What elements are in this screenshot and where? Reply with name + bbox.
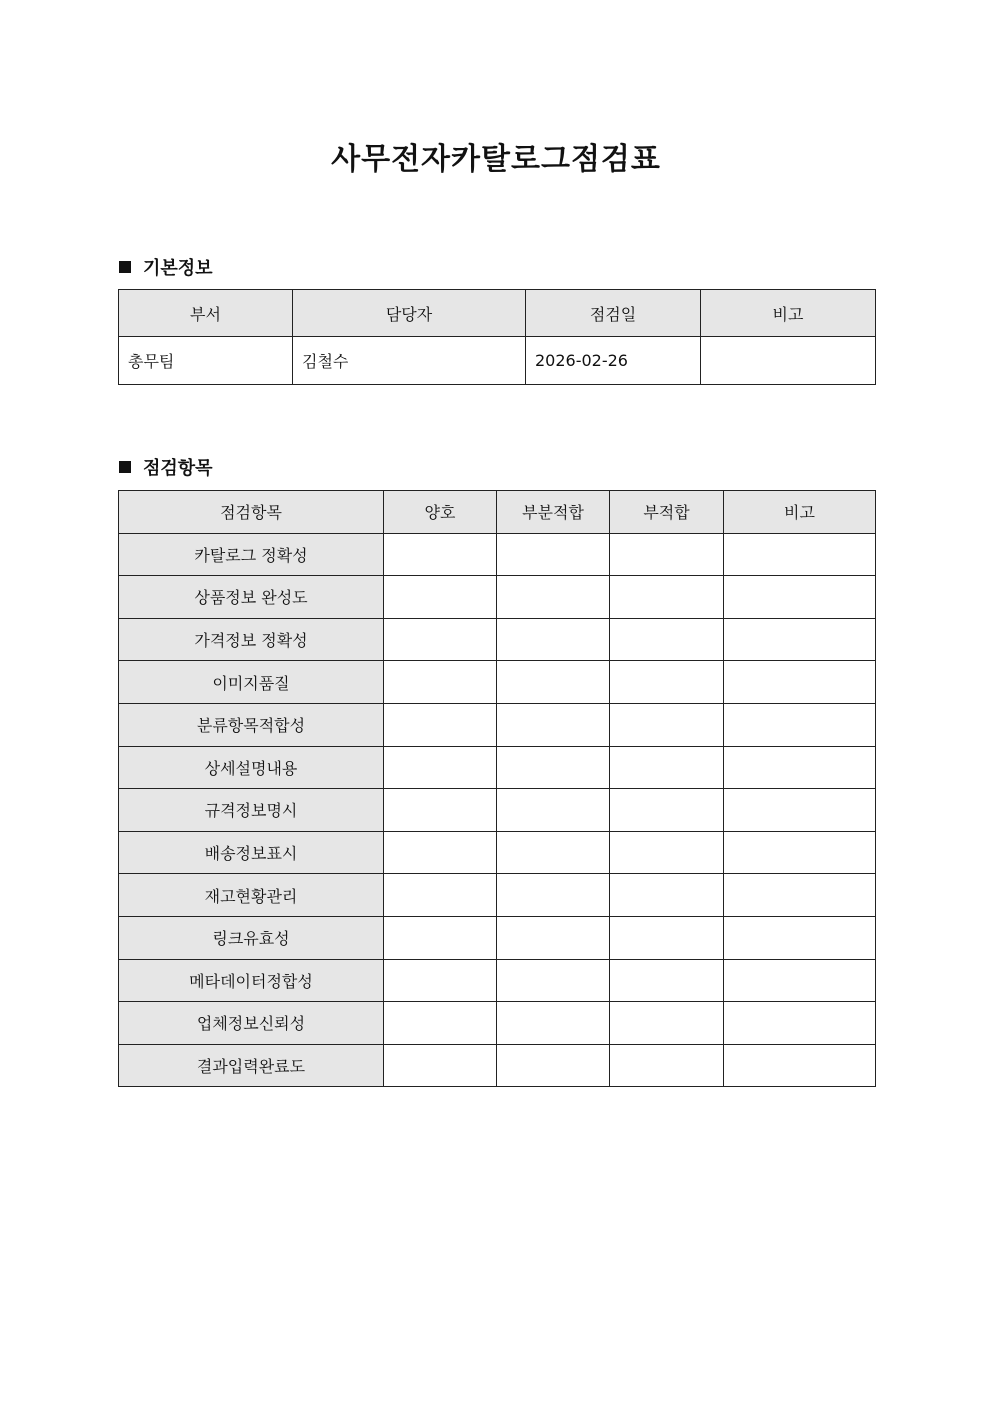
unsuitable-cell	[610, 874, 724, 917]
good-cell	[384, 661, 497, 704]
check-item-label: 재고현황관리	[119, 874, 384, 917]
basic-info-value-row	[119, 337, 876, 385]
unsuitable-cell	[610, 1044, 724, 1087]
good-cell	[384, 831, 497, 874]
basic-info-header-row	[119, 290, 876, 337]
remarks-cell	[724, 916, 876, 959]
table-row	[119, 661, 876, 704]
table-row	[119, 916, 876, 959]
check-item-label: 링크유효성	[119, 916, 384, 959]
unsuitable-cell	[610, 1002, 724, 1045]
good-cell	[384, 1044, 497, 1087]
table-row	[119, 576, 876, 619]
table-row	[119, 831, 876, 874]
check-item-label: 분류항목적합성	[119, 703, 384, 746]
header-remarks: 비고	[701, 290, 876, 337]
check-item-label: 규격정보명시	[119, 789, 384, 832]
table-row	[119, 618, 876, 661]
good-cell	[384, 874, 497, 917]
good-cell	[384, 959, 497, 1002]
table-row	[119, 1002, 876, 1045]
table-row	[119, 789, 876, 832]
table-row	[119, 746, 876, 789]
good-cell	[384, 1002, 497, 1045]
basic-info-heading	[119, 254, 213, 280]
department-value: 총무팀	[119, 337, 293, 385]
check-item-label: 이미지품질	[119, 661, 384, 704]
inspection-date-value: 2026-02-26	[526, 337, 701, 385]
partial-cell	[497, 1044, 610, 1087]
header-inspection-date: 점검일	[526, 290, 701, 337]
remarks-cell	[724, 618, 876, 661]
table-row	[119, 874, 876, 917]
good-cell	[384, 789, 497, 832]
remarks-cell	[724, 746, 876, 789]
remarks-cell	[724, 661, 876, 704]
check-item-label: 배송정보표시	[119, 831, 384, 874]
remarks-cell	[724, 831, 876, 874]
manager-value: 김철수	[293, 337, 526, 385]
check-item-label: 카탈로그 정확성	[119, 533, 384, 576]
good-cell	[384, 576, 497, 619]
partial-cell	[497, 874, 610, 917]
good-cell	[384, 916, 497, 959]
unsuitable-cell	[610, 618, 724, 661]
unsuitable-cell	[610, 576, 724, 619]
header-manager: 담당자	[293, 290, 526, 337]
unsuitable-cell	[610, 661, 724, 704]
header-good: 양호	[384, 491, 497, 534]
partial-cell	[497, 789, 610, 832]
good-cell	[384, 703, 497, 746]
partial-cell	[497, 1002, 610, 1045]
good-cell	[384, 533, 497, 576]
check-item-label: 결과입력완료도	[119, 1044, 384, 1087]
partial-cell	[497, 916, 610, 959]
unsuitable-cell	[610, 959, 724, 1002]
remarks-value	[701, 337, 876, 385]
header-department: 부서	[119, 290, 293, 337]
unsuitable-cell	[610, 533, 724, 576]
square-bullet-icon	[119, 461, 131, 473]
remarks-cell	[724, 1044, 876, 1087]
page-title: 사무전자카탈로그점검표	[331, 142, 661, 177]
table-row	[119, 959, 876, 1002]
header-remarks: 비고	[724, 491, 876, 534]
header-unsuitable: 부적합	[610, 491, 724, 534]
remarks-cell	[724, 874, 876, 917]
basic-info-heading-label: 기본정보	[143, 258, 213, 279]
unsuitable-cell	[610, 916, 724, 959]
check-header-row	[119, 491, 876, 534]
check-items-heading	[119, 454, 213, 480]
table-row	[119, 533, 876, 576]
partial-cell	[497, 576, 610, 619]
good-cell	[384, 618, 497, 661]
partial-cell	[497, 661, 610, 704]
remarks-cell	[724, 1002, 876, 1045]
check-item-label: 상세설명내용	[119, 746, 384, 789]
partial-cell	[497, 703, 610, 746]
basic-info-table	[118, 289, 876, 385]
unsuitable-cell	[610, 789, 724, 832]
partial-cell	[497, 959, 610, 1002]
check-item-label: 상품정보 완성도	[119, 576, 384, 619]
partial-cell	[497, 746, 610, 789]
remarks-cell	[724, 703, 876, 746]
table-row	[119, 703, 876, 746]
check-item-label: 메타데이터정합성	[119, 959, 384, 1002]
partial-cell	[497, 831, 610, 874]
table-row	[119, 1044, 876, 1087]
remarks-cell	[724, 789, 876, 832]
partial-cell	[497, 533, 610, 576]
check-item-label: 업체정보신뢰성	[119, 1002, 384, 1045]
partial-cell	[497, 618, 610, 661]
unsuitable-cell	[610, 746, 724, 789]
unsuitable-cell	[610, 703, 724, 746]
remarks-cell	[724, 533, 876, 576]
square-bullet-icon	[119, 261, 131, 273]
check-item-label: 가격정보 정확성	[119, 618, 384, 661]
header-partial: 부분적합	[497, 491, 610, 534]
check-items-table	[118, 490, 876, 1087]
remarks-cell	[724, 959, 876, 1002]
remarks-cell	[724, 576, 876, 619]
good-cell	[384, 746, 497, 789]
unsuitable-cell	[610, 831, 724, 874]
header-check-item: 점검항목	[119, 491, 384, 534]
check-items-heading-label: 점검항목	[143, 458, 213, 479]
